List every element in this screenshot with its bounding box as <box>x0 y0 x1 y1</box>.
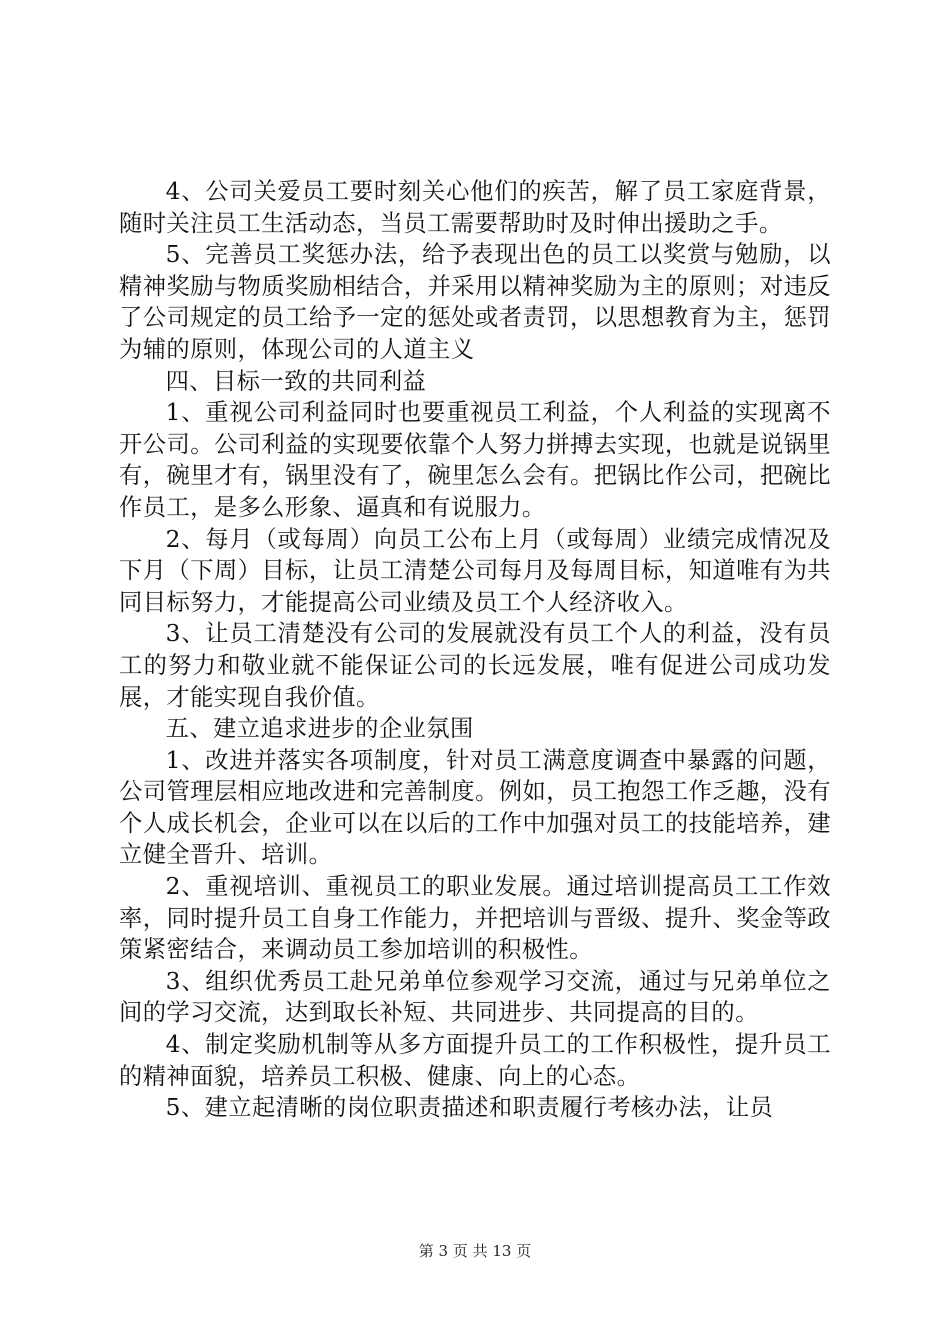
paragraph-5-responsibilities: 5、建立起清晰的岗位职责描述和职责履行考核办法，让员 <box>165 1094 774 1122</box>
paragraph-1-interests: 1、重视公司利益同时也要重视员工利益，个人利益的实现离不开公司。公司利益的实现要依靠个人努力拼搏去实现，也就是说锅里有，碗里才有，锅里没有了，碗里怎么会有。把锅比作公司，把碗比作员工，是多么形象、逼真和有说服力。 <box>119 399 831 521</box>
section-heading-5: 五、建立追求进步的企业氛围 <box>165 715 474 743</box>
paragraph-1-systems: 1、改进并落实各项制度，针对员工满意度调查中暴露的问题，公司管理层相应地改进和完善制度。例如，员工抱怨工作乏趣，没有个人成长机会，企业可以在以后的工作中加强对员工的技能培养，建立健全晋升、培训。 <box>119 746 831 869</box>
paragraph-2-targets: 2、每月（或每周）向员工公布上月（或每周）业绩完成情况及下月（下周）目标，让员工清楚公司每月及每周目标，知道唯有为共同目标努力，才能提高公司业绩及员工个人经济收入。 <box>119 525 831 616</box>
page-number-footer: 第 3 页 共 13 页 <box>418 1242 532 1260</box>
paragraph-4-care: 4、公司关爱员工要时刻关心他们的疾苦，解了员工家庭背景，随时关注员工生活动态，当员工需要帮助时及时伸出援助之手。 <box>119 178 831 237</box>
paragraph-5-rewards: 5、完善员工奖惩办法，给予表现出色的员工以奖赏与勉励，以精神奖励与物质奖励相结合，并采用以精神奖励为主的原则；对违反了公司规定的员工给予一定的惩处或者责罚，以思想教育为主，惩罚为辅的原则，体现公司的人道主义 <box>119 241 831 363</box>
paragraph-3-exchange: 3、组织优秀员工赴兄弟单位参观学习交流，通过与兄弟单位之间的学习交流，达到取长补短、共同进步、共同提高的目的。 <box>119 967 831 1027</box>
document-body <box>119 176 831 1124</box>
paragraph-4-incentives: 4、制定奖励机制等从多方面提升员工的工作积极性，提升员工的精神面貌，培养员工积极、健康、向上的心态。 <box>119 1031 831 1090</box>
paragraph-2-training: 2、重视培训、重视员工的职业发展。通过培训提高员工工作效率，同时提升员工自身工作能力，并把培训与晋级、提升、奖金等政策紧密结合，来调动员工参加培训的积极性。 <box>119 873 831 964</box>
paragraph-3-development: 3、让员工清楚没有公司的发展就没有员工个人的利益，没有员工的努力和敬业就不能保证公司的长远发展，唯有促进公司成功发展，才能实现自我价值。 <box>119 620 831 711</box>
section-heading-4: 四、目标一致的共同利益 <box>165 367 427 395</box>
